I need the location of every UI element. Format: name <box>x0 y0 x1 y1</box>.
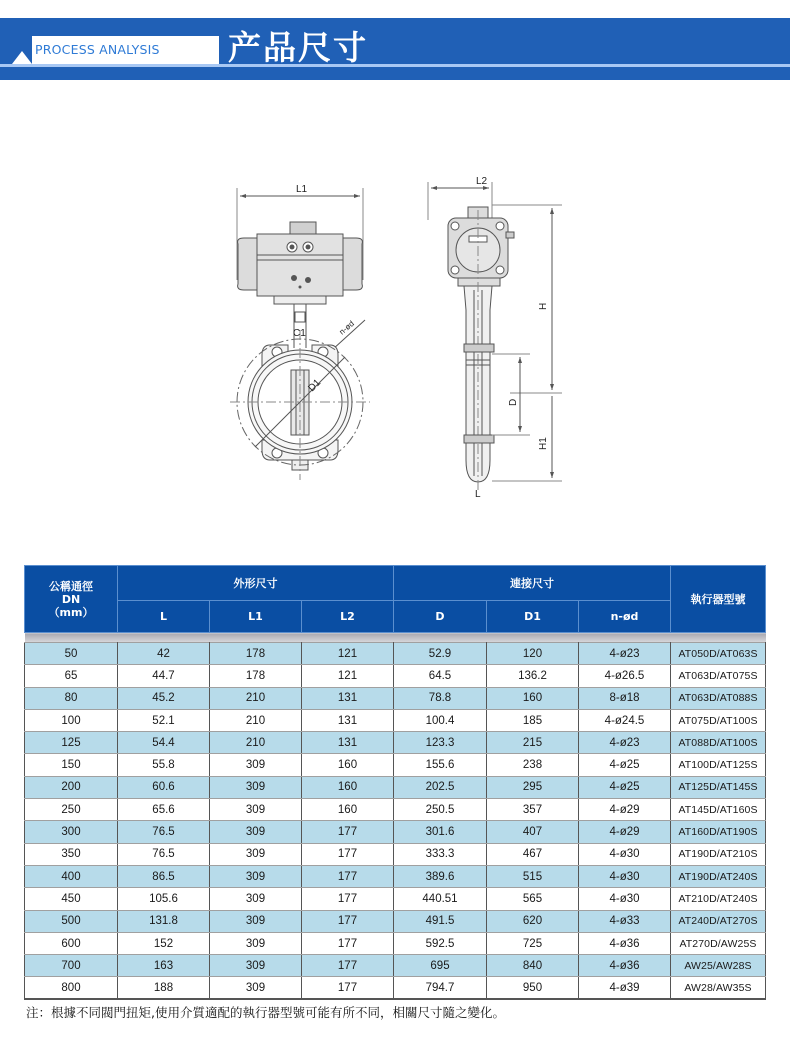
cell-l1: 309 <box>210 776 302 798</box>
cell-l: 54.4 <box>118 732 210 754</box>
cell-d: 440.51 <box>394 888 487 910</box>
table-row <box>25 843 766 865</box>
cell-l1: 210 <box>210 709 302 731</box>
cell-d1: 950 <box>487 977 579 999</box>
cell-l1: 309 <box>210 910 302 932</box>
cell-l: 188 <box>118 977 210 999</box>
table-row <box>25 821 766 843</box>
cell-l2: 177 <box>302 843 394 865</box>
header-l2: L2 <box>302 601 394 633</box>
label-l2: L2 <box>476 176 488 187</box>
cell-l2: 131 <box>302 732 394 754</box>
cell-n-od: 4-ø39 <box>579 977 671 999</box>
cell-l: 152 <box>118 932 210 954</box>
cell-l: 44.7 <box>118 665 210 687</box>
drawing-svg <box>200 160 600 510</box>
cell-d: 123.3 <box>394 732 487 754</box>
cell-d1: 357 <box>487 799 579 821</box>
header-separator <box>25 633 766 643</box>
cell-l: 76.5 <box>118 821 210 843</box>
cell-actuator-model: AT088D/AT100S <box>671 732 766 754</box>
label-n-od: n-ød <box>337 319 356 337</box>
cell-actuator-model: AW25/AW28S <box>671 955 766 977</box>
cell-d: 250.5 <box>394 799 487 821</box>
label-c1: C1 <box>293 328 306 339</box>
cell-n-od: 4-ø33 <box>579 910 671 932</box>
header-dn-line2: DN <box>61 592 81 606</box>
cell-d: 202.5 <box>394 776 487 798</box>
cell-d1: 238 <box>487 754 579 776</box>
banner-title: 产品尺寸 <box>228 28 368 67</box>
cell-l2: 177 <box>302 821 394 843</box>
cell-l1: 178 <box>210 665 302 687</box>
cell-dn: 500 <box>25 910 118 932</box>
cell-l1: 309 <box>210 754 302 776</box>
cell-l: 65.6 <box>118 799 210 821</box>
label-h: H <box>538 302 549 310</box>
cell-n-od: 4-ø30 <box>579 865 671 887</box>
cell-l1: 309 <box>210 865 302 887</box>
banner-subtitle-box <box>32 36 219 64</box>
cell-n-od: 4-ø30 <box>579 843 671 865</box>
cell-actuator-model: AT210D/AT240S <box>671 888 766 910</box>
cell-l2: 177 <box>302 865 394 887</box>
cell-actuator-model: AT240D/AT270S <box>671 910 766 932</box>
table-row <box>25 665 766 687</box>
cell-actuator-model: AW28/AW35S <box>671 977 766 999</box>
cell-l2: 177 <box>302 932 394 954</box>
header-l: L <box>118 601 210 633</box>
cell-l1: 309 <box>210 977 302 999</box>
cell-d: 333.3 <box>394 843 487 865</box>
banner-stripe <box>0 64 790 67</box>
cell-l2: 131 <box>302 687 394 709</box>
cell-l2: 160 <box>302 799 394 821</box>
label-d: D <box>508 398 519 406</box>
cell-d1: 620 <box>487 910 579 932</box>
cell-d: 78.8 <box>394 687 487 709</box>
cell-actuator-model: AT190D/AT240S <box>671 865 766 887</box>
actuator-end-cap-left <box>238 238 257 290</box>
cell-l2: 121 <box>302 665 394 687</box>
cell-actuator-model: AT160D/AT190S <box>671 821 766 843</box>
table-row <box>25 910 766 932</box>
cell-dn: 65 <box>25 665 118 687</box>
cell-dn: 200 <box>25 776 118 798</box>
cell-l1: 178 <box>210 643 302 665</box>
cell-actuator-model: AT050D/AT063S <box>671 643 766 665</box>
cell-dn: 250 <box>25 799 118 821</box>
cell-dn: 300 <box>25 821 118 843</box>
cell-d: 100.4 <box>394 709 487 731</box>
label-h1: H1 <box>538 437 549 450</box>
cell-d1: 136.2 <box>487 665 579 687</box>
cell-actuator-model: AT100D/AT125S <box>671 754 766 776</box>
cell-actuator-model: AT145D/AT160S <box>671 799 766 821</box>
cell-dn: 150 <box>25 754 118 776</box>
cell-l1: 309 <box>210 821 302 843</box>
table-row <box>25 687 766 709</box>
cell-dn: 350 <box>25 843 118 865</box>
cell-d: 695 <box>394 955 487 977</box>
cell-d1: 185 <box>487 709 579 731</box>
actuator-indicator <box>290 222 316 234</box>
cell-l2: 121 <box>302 643 394 665</box>
cell-dn: 50 <box>25 643 118 665</box>
valve-dimension-drawing <box>200 160 600 510</box>
header-l1: L1 <box>210 601 302 633</box>
table-row <box>25 754 766 776</box>
cell-n-od: 4-ø30 <box>579 888 671 910</box>
header-dn-line3: （mm） <box>48 605 94 619</box>
cell-n-od: 4-ø25 <box>579 776 671 798</box>
cell-l1: 309 <box>210 955 302 977</box>
table-row <box>25 643 766 665</box>
header-d: D <box>394 601 487 633</box>
cell-l2: 177 <box>302 955 394 977</box>
section-banner <box>0 18 790 80</box>
cell-l: 45.2 <box>118 687 210 709</box>
cell-l1: 309 <box>210 799 302 821</box>
cell-dn: 125 <box>25 732 118 754</box>
cell-d: 592.5 <box>394 932 487 954</box>
header-d1: D1 <box>487 601 579 633</box>
cell-l1: 309 <box>210 843 302 865</box>
cell-d1: 725 <box>487 932 579 954</box>
cell-l: 42 <box>118 643 210 665</box>
cell-n-od: 4-ø36 <box>579 932 671 954</box>
table-row <box>25 888 766 910</box>
cell-dn: 400 <box>25 865 118 887</box>
cell-n-od: 4-ø29 <box>579 821 671 843</box>
header-connection-dimensions: 連接尺寸 <box>394 566 671 601</box>
cell-l1: 210 <box>210 687 302 709</box>
cell-actuator-model: AT190D/AT210S <box>671 843 766 865</box>
cell-d: 491.5 <box>394 910 487 932</box>
cell-l2: 177 <box>302 910 394 932</box>
cell-n-od: 4-ø23 <box>579 732 671 754</box>
footnote: 注：根據不同閥門扭矩,使用介質適配的執行器型號可能有所不同，相關尺寸隨之變化。 <box>26 1005 505 1020</box>
cell-l1: 309 <box>210 932 302 954</box>
cell-d: 389.6 <box>394 865 487 887</box>
table-row <box>25 709 766 731</box>
cell-n-od: 4-ø36 <box>579 955 671 977</box>
cell-dn: 450 <box>25 888 118 910</box>
cell-l: 52.1 <box>118 709 210 731</box>
cell-l: 55.8 <box>118 754 210 776</box>
cell-dn: 100 <box>25 709 118 731</box>
table-row <box>25 799 766 821</box>
cell-dn: 80 <box>25 687 118 709</box>
cell-n-od: 4-ø23 <box>579 643 671 665</box>
cell-d1: 840 <box>487 955 579 977</box>
header-actuator-model: 執行器型號 <box>671 566 766 633</box>
cell-l: 76.5 <box>118 843 210 865</box>
cell-l: 60.6 <box>118 776 210 798</box>
cell-l2: 160 <box>302 776 394 798</box>
cell-actuator-model: AT063D/AT088S <box>671 687 766 709</box>
header-n-od: n-ød <box>579 601 671 633</box>
cell-n-od: 8-ø18 <box>579 687 671 709</box>
triangle-icon <box>12 51 32 64</box>
cell-dn: 800 <box>25 977 118 999</box>
header-outline-dimensions: 外形尺寸 <box>118 566 394 601</box>
table-body <box>25 633 766 1000</box>
header-dn-line1: 公稱通徑 <box>49 579 93 593</box>
cell-d1: 215 <box>487 732 579 754</box>
cell-d1: 565 <box>487 888 579 910</box>
banner-subtitle: PROCESS ANALYSIS <box>35 42 160 57</box>
cell-actuator-model: AT063D/AT075S <box>671 665 766 687</box>
cell-d: 64.5 <box>394 665 487 687</box>
cell-d1: 120 <box>487 643 579 665</box>
cell-d1: 407 <box>487 821 579 843</box>
cell-n-od: 4-ø24.5 <box>579 709 671 731</box>
cell-d1: 515 <box>487 865 579 887</box>
dimension-table <box>24 565 766 1000</box>
cell-n-od: 4-ø29 <box>579 799 671 821</box>
cell-d1: 467 <box>487 843 579 865</box>
table-row <box>25 776 766 798</box>
cell-d: 794.7 <box>394 977 487 999</box>
actuator-end-cap-right <box>343 238 362 290</box>
cell-l1: 210 <box>210 732 302 754</box>
cell-l2: 131 <box>302 709 394 731</box>
cell-d: 301.6 <box>394 821 487 843</box>
cell-l2: 177 <box>302 888 394 910</box>
cell-d1: 160 <box>487 687 579 709</box>
cell-l2: 160 <box>302 754 394 776</box>
cell-dn: 700 <box>25 955 118 977</box>
label-l: L <box>475 489 481 500</box>
cell-l: 86.5 <box>118 865 210 887</box>
cell-l: 131.8 <box>118 910 210 932</box>
table-row <box>25 932 766 954</box>
cell-d: 52.9 <box>394 643 487 665</box>
cell-n-od: 4-ø25 <box>579 754 671 776</box>
cell-actuator-model: AT125D/AT145S <box>671 776 766 798</box>
table-row <box>25 865 766 887</box>
cell-l: 163 <box>118 955 210 977</box>
label-l1: L1 <box>296 184 308 195</box>
table-row <box>25 732 766 754</box>
table-row <box>25 977 766 999</box>
table-row <box>25 955 766 977</box>
cell-actuator-model: AT075D/AT100S <box>671 709 766 731</box>
cell-d1: 295 <box>487 776 579 798</box>
cell-d: 155.6 <box>394 754 487 776</box>
cell-l2: 177 <box>302 977 394 999</box>
header-dn <box>25 566 118 633</box>
cell-l: 105.6 <box>118 888 210 910</box>
cell-actuator-model: AT270D/AW25S <box>671 932 766 954</box>
cell-n-od: 4-ø26.5 <box>579 665 671 687</box>
label-d1: D1 <box>306 377 324 395</box>
cell-dn: 600 <box>25 932 118 954</box>
cell-l1: 309 <box>210 888 302 910</box>
